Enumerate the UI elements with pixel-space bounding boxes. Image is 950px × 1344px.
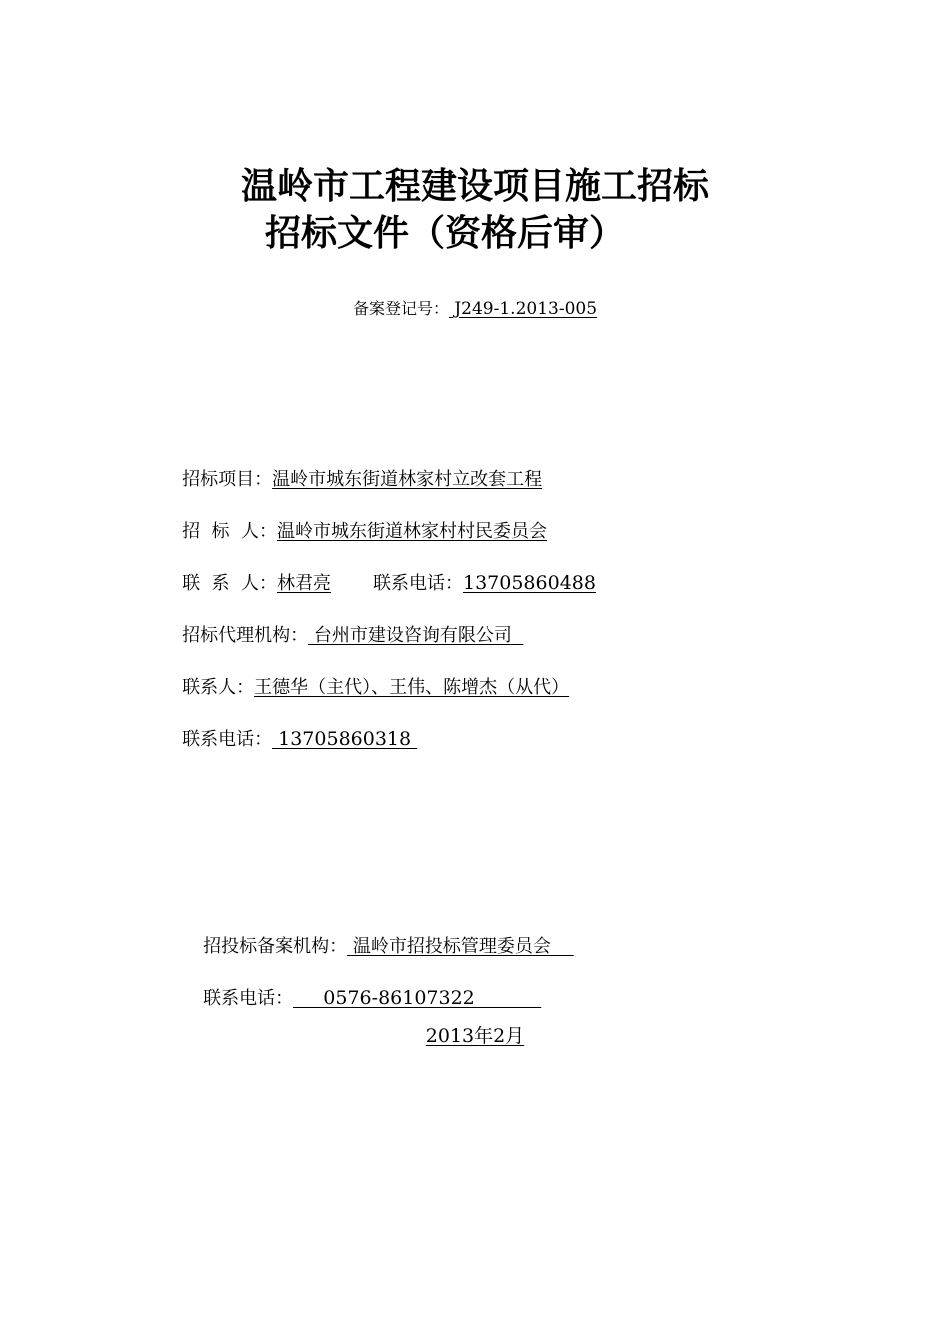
document-date [0, 1021, 950, 1048]
project-label: 招标项目： [182, 469, 273, 490]
registration-label: 备案登记号： [352, 299, 449, 318]
document-title-line1: 温岭市工程建设项目施工招标 [240, 166, 709, 207]
registration-number [0, 296, 950, 319]
tenderer-label: 招 标 人： [182, 521, 277, 542]
agency-phone-label: 联系电话： [182, 729, 273, 750]
contact-label: 联 系 人： [182, 573, 277, 594]
filing-phone-line [191, 956, 541, 1013]
contact-line [170, 541, 596, 598]
agency-contacts-value: 王德华（主代）、王伟、陈增杰（从代） [254, 677, 570, 698]
agency-phone-value: 13705860318 [272, 728, 418, 750]
tenderer-value: 温岭市城东街道林家村村民委员会 [276, 521, 547, 542]
agency-contacts-label: 联系人： [182, 677, 255, 698]
project-line [170, 437, 542, 494]
agency-phone-line [170, 697, 417, 754]
tenderer-line [170, 489, 547, 546]
agency-contacts-line [170, 645, 569, 702]
filing-org-line [191, 904, 574, 961]
document-title-line2: 招标文件（资格后审） [264, 213, 625, 254]
filing-org-label: 招投标备案机构： [203, 936, 348, 957]
contact-phone-value: 13705860488 [462, 572, 596, 594]
agency-label: 招标代理机构： [182, 625, 309, 646]
date-value: 2013年2月 [425, 1025, 525, 1047]
agency-value: 台州市建设咨询有限公司 [308, 625, 524, 646]
filing-org-value: 温岭市招投标管理委员会 [347, 936, 574, 957]
project-value: 温岭市城东街道林家村立改套工程 [272, 469, 543, 490]
agency-line [170, 593, 523, 650]
filing-phone-label: 联系电话： [203, 988, 294, 1009]
contact-value: 林君亮 [276, 573, 331, 594]
registration-value: J249-1.2013-005 [448, 299, 598, 319]
filing-phone-value: 0576-86107322 [293, 987, 542, 1009]
contact-phone-label: 联系电话： [372, 573, 463, 594]
